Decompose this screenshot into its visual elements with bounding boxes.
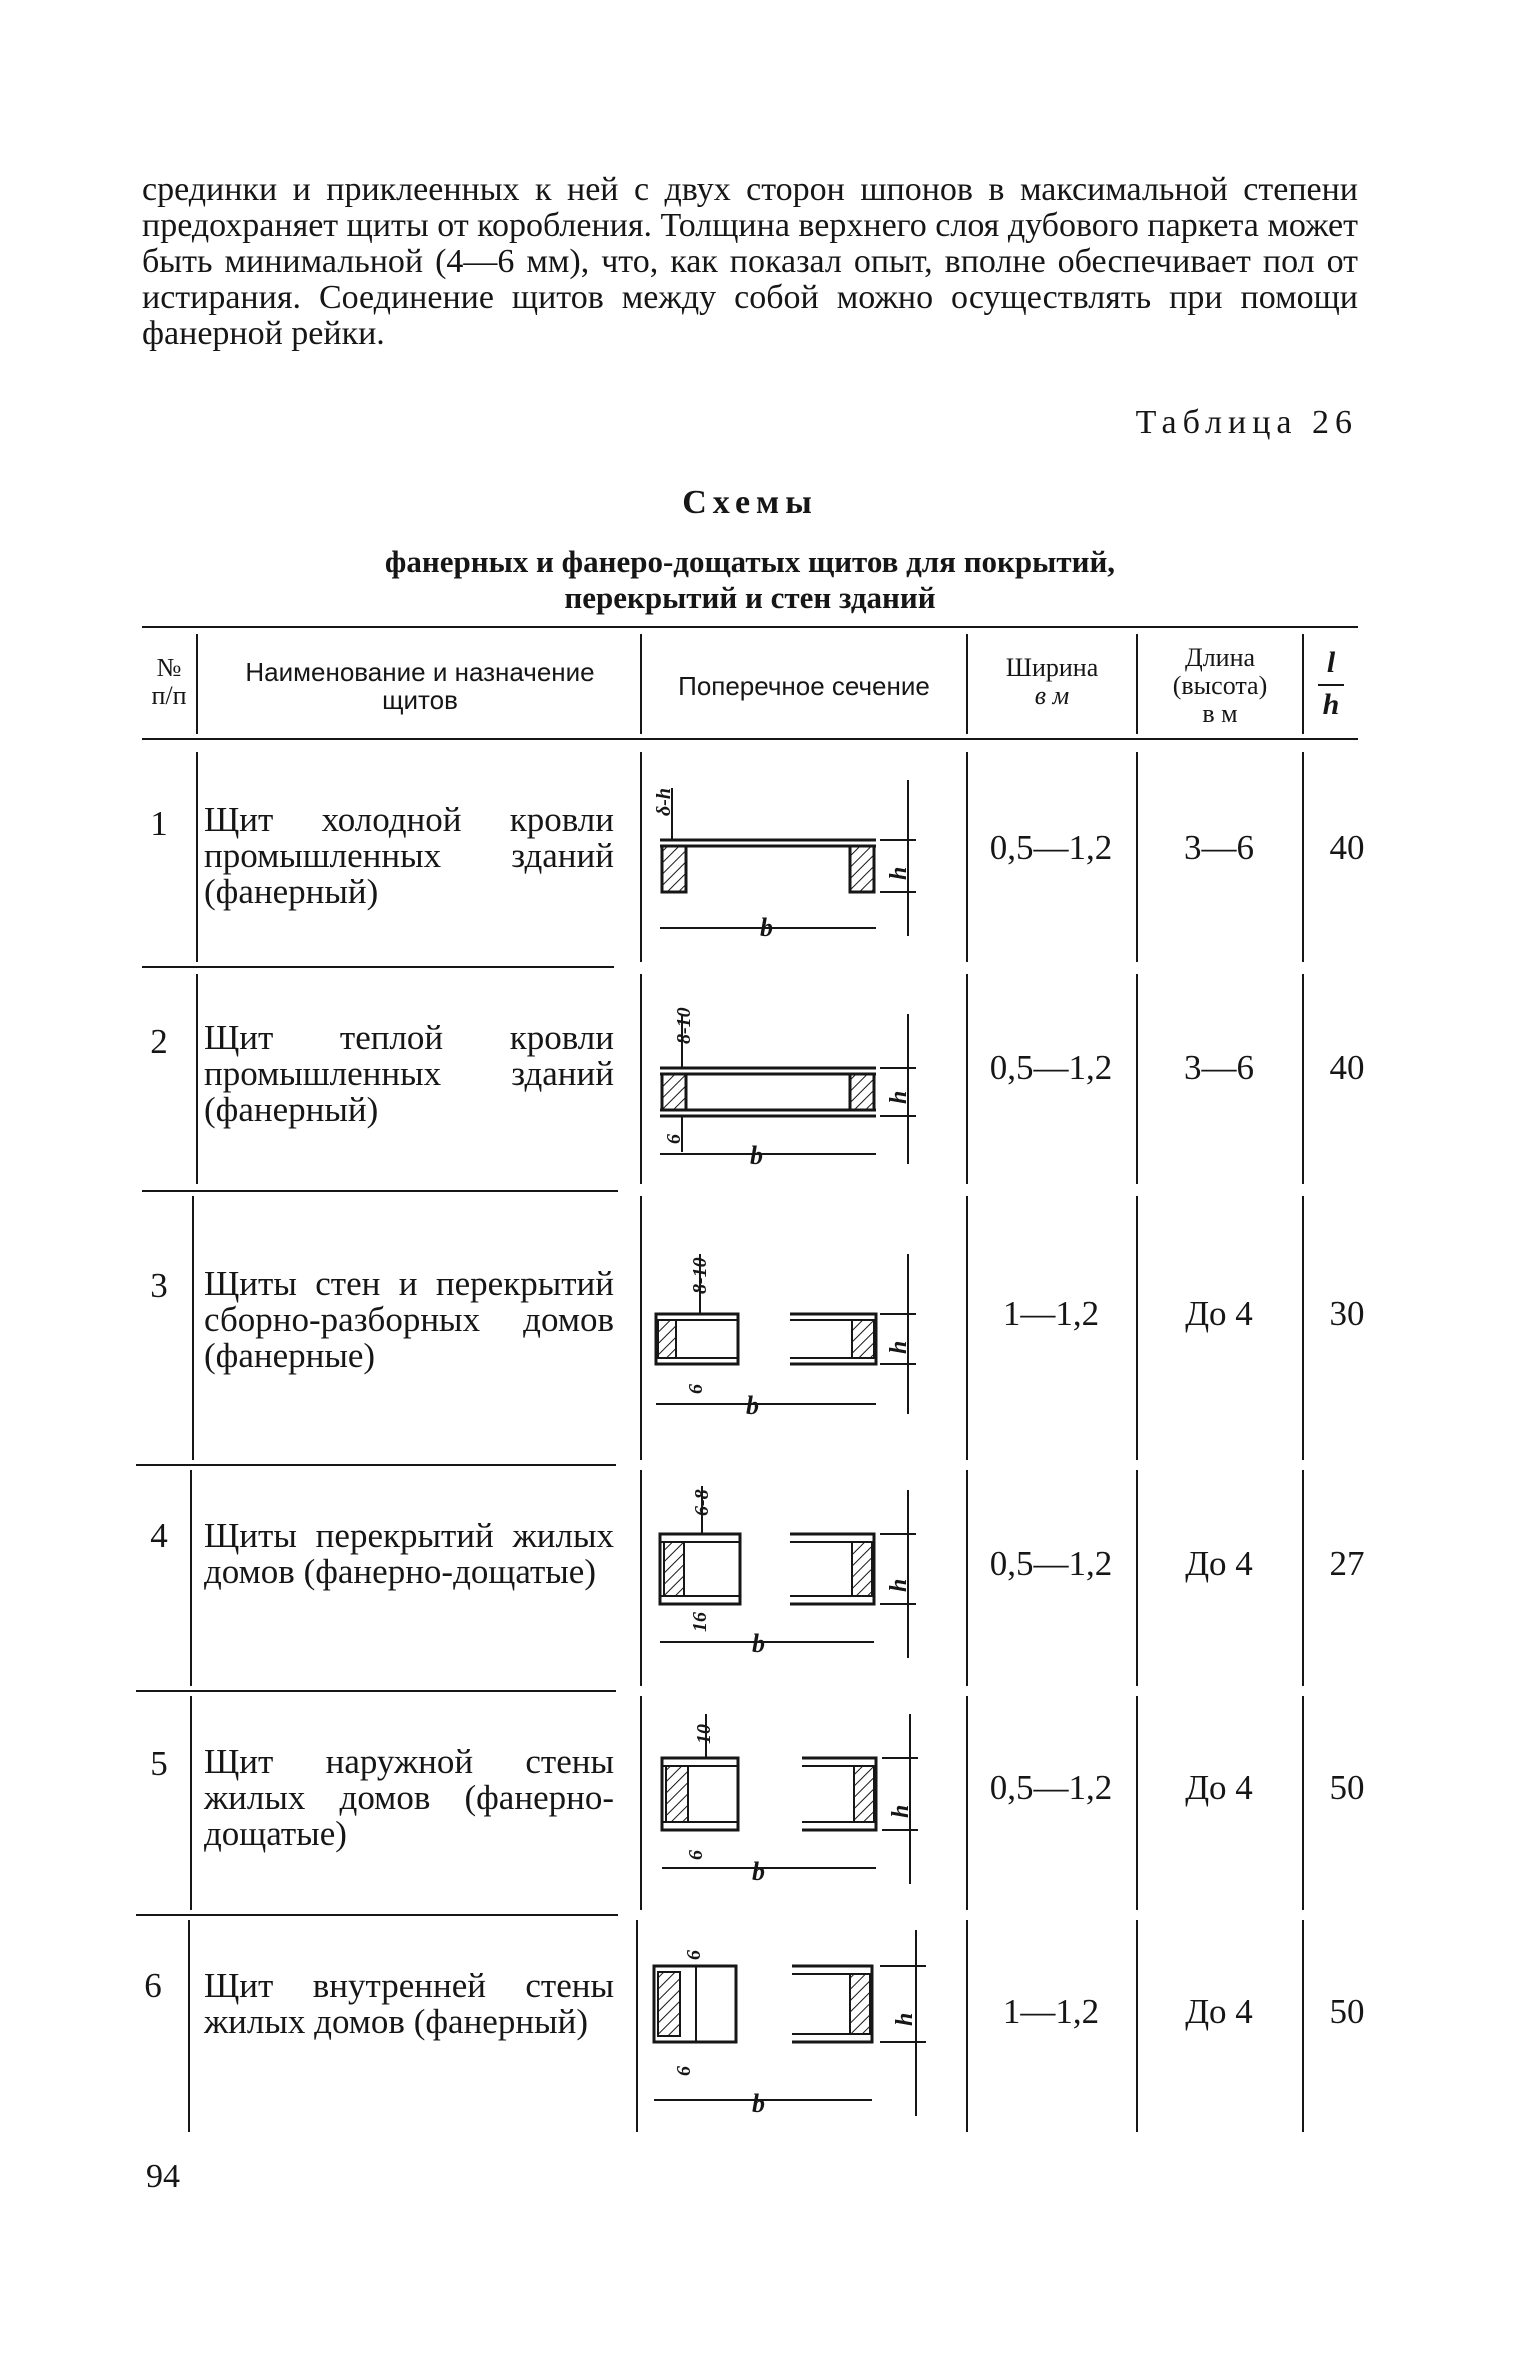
header-ratio-top: l [1326, 646, 1336, 679]
row5-ratio: 50 [1329, 1768, 1365, 1807]
page-number: 94 [146, 2158, 180, 2195]
row6-num: 6 [144, 1966, 162, 2005]
row1-b-label: b [760, 913, 773, 942]
header-name [200, 658, 640, 714]
header-num-line2: п/п [151, 681, 187, 710]
row5-width: 0,5—1,2 [989, 1768, 1113, 1807]
row3-name: Щиты стен и перекрытий сборно-разборных домов (фанерные) [204, 1264, 614, 1375]
row6-name: Щит внутренней стены жилых домов (фанерный) [204, 1966, 614, 2041]
row6-sep-a [188, 1920, 190, 2132]
row2-dim-side: 6 [663, 1134, 685, 1144]
header-section: Поперечное сечение [678, 671, 930, 701]
header-top-rule [142, 626, 1358, 628]
table-title: Схемы [682, 484, 818, 521]
row1-name: Щит холодной кровли промышленных зданий (фанерный) [204, 800, 614, 911]
row1-width: 0,5—1,2 [989, 828, 1113, 867]
row4-name: Щиты перекрытий жилых домов (фанерно-дощатые) [204, 1516, 614, 1591]
row1-h-label: h [886, 866, 912, 880]
row5-sep-a [190, 1696, 192, 1910]
row4-ratio: 27 [1329, 1544, 1365, 1583]
header-num [142, 654, 196, 710]
header-bottom-rule [142, 738, 1358, 740]
row6-width: 1—1,2 [1002, 1992, 1100, 2031]
row3-ratio: 30 [1329, 1294, 1365, 1333]
row1-length: 3—6 [1184, 828, 1254, 867]
row4-section-drawing [640, 1472, 940, 1672]
row5-dim-side: 6 [685, 1850, 707, 1860]
row6-sep-b [636, 1920, 638, 2132]
row3-section-drawing [640, 1214, 940, 1434]
row1-num: 1 [150, 804, 168, 843]
row4-sep-a [190, 1470, 192, 1686]
row1-bottom-rule [142, 966, 614, 968]
subtitle-line-2: перекрытий и стен зданий [564, 580, 936, 615]
row1-dim-top: δ-h [653, 787, 675, 816]
row2-num: 2 [150, 1022, 168, 1061]
row6-section-drawing [640, 1916, 940, 2126]
row3-h-label: h [886, 1340, 912, 1354]
row4-h-label: h [886, 1578, 912, 1592]
header-sep-1 [196, 634, 198, 734]
row6-dim-side: 6 [673, 2066, 695, 2076]
row4-length: До 4 [1185, 1544, 1253, 1583]
header-num-line1: № [156, 653, 182, 682]
row5-section-drawing [640, 1694, 940, 1894]
row1-section-drawing [640, 760, 940, 950]
header-ratio-line [1318, 684, 1344, 686]
row4-b-label: b [752, 1629, 765, 1658]
header-length-line3: в м [1202, 699, 1238, 728]
header-width-line1: Ширина [1005, 653, 1099, 682]
header-length-line1: Длина [1184, 643, 1256, 672]
row1-ratio: 40 [1329, 828, 1365, 867]
intro-paragraph: срединки и приклеенных к ней с двух сторон шпонов в максимальной степени предохраняет щиты от коробления. Толщина верхнего слоя дубового паркета может быть минимальной (4—6 мм), что, как показал опыт, вполне обеспечивает пол от истирания. Соединение щитов между собой можно осуществлять при помощи фанерной рейки. [142, 171, 1358, 352]
table-subtitle [250, 544, 1250, 616]
row2-ratio: 40 [1329, 1048, 1365, 1087]
row3-sep-a [192, 1196, 194, 1460]
row2-b-label: b [750, 1141, 763, 1170]
row3-bottom-rule [136, 1464, 616, 1466]
row5-length: До 4 [1185, 1768, 1253, 1807]
row2-length: 3—6 [1184, 1048, 1254, 1087]
row4-num: 4 [150, 1516, 168, 1555]
row5-dim-top: 10 [693, 1724, 715, 1744]
row2-width: 0,5—1,2 [989, 1048, 1113, 1087]
row6-dim-top: 6 [683, 1950, 705, 1960]
row5-name: Щит наружной стены жилых домов (фанерно-дощатые) [204, 1742, 614, 1853]
row3-num: 3 [150, 1266, 168, 1305]
header-ratio-bottom: h [1322, 688, 1340, 721]
row1-sep-a [196, 752, 198, 962]
row3-length: До 4 [1185, 1294, 1253, 1333]
row4-bottom-rule [136, 1690, 616, 1692]
header-ratio [1304, 642, 1358, 726]
header-name-line2: щитов [382, 685, 458, 715]
row5-b-label: b [752, 1857, 765, 1886]
row4-dim-top: 6-8 [691, 1489, 713, 1516]
row3-dim-top: 8-10 [689, 1257, 711, 1294]
subtitle-line-1: фанерных и фанеро-дощатых щитов для покрытий, [384, 544, 1116, 579]
header-width-line2: в м [1034, 681, 1070, 710]
row2-name: Щит теплой кровли промышленных зданий (фанерный) [204, 1018, 614, 1129]
row5-bottom-rule [136, 1914, 618, 1916]
header-length-line2: (высота) [1172, 671, 1268, 700]
row2-section-drawing [640, 984, 940, 1174]
header-width [968, 654, 1136, 710]
header-length [1138, 644, 1302, 728]
row5-h-label: h [888, 1804, 914, 1818]
row3-dim-side: 6 [685, 1384, 707, 1394]
row2-h-label: h [886, 1090, 912, 1104]
row3-width: 1—1,2 [1002, 1294, 1100, 1333]
row5-num: 5 [150, 1744, 168, 1783]
row3-b-label: b [746, 1391, 759, 1420]
row2-dim-top: 8-10 [673, 1007, 695, 1044]
row6-length: До 4 [1185, 1992, 1253, 2031]
row6-ratio: 50 [1329, 1992, 1365, 2031]
row6-h-label: h [892, 2012, 918, 2026]
row2-bottom-rule [142, 1190, 618, 1192]
header-name-line1: Наименование и назначение [245, 657, 595, 687]
table-number: Таблица 26 [1135, 404, 1358, 441]
row4-width: 0,5—1,2 [989, 1544, 1113, 1583]
row4-dim-side: 16 [689, 1612, 711, 1632]
row6-b-label: b [752, 2089, 765, 2118]
row2-sep-a [196, 974, 198, 1184]
